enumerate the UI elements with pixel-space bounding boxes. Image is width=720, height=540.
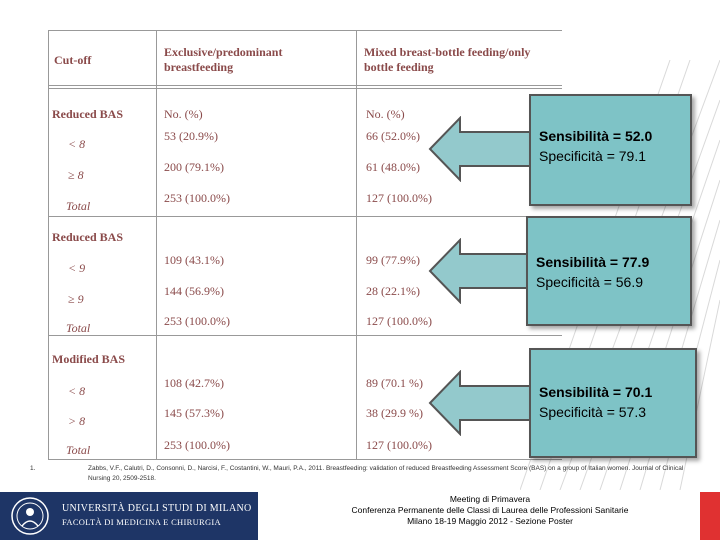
conference-date: Milano 18-19 Maggio 2012 - Sezione Poster (407, 516, 573, 526)
callout-box (529, 94, 692, 206)
row-label: < 8 (68, 137, 86, 151)
row-label: ≥ 9 (68, 292, 84, 306)
header-cutoff: Cut-off (54, 53, 92, 67)
header-mixed-line2: bottle feeding (364, 60, 434, 74)
cell-value: 108 (42.7%) (164, 376, 224, 390)
sensitivity-value: Sensibilità = 77.9 (536, 254, 650, 270)
sensitivity-value: Sensibilità = 70.1 (539, 384, 653, 400)
cell-value: 28 (22.1%) (366, 284, 420, 298)
cell-value: 144 (56.9%) (164, 284, 224, 298)
university-name: UNIVERSITÀ DEGLI STUDI DI MILANO (62, 503, 252, 514)
cell-value: 127 (100.0%) (366, 191, 432, 205)
cell-value: 89 (70.1 %) (366, 376, 423, 390)
arrow-left-icon (428, 370, 532, 436)
university-logo-banner (0, 492, 258, 540)
header-mixed-line1: Mixed breast-bottle feeding/only (364, 45, 531, 59)
cell-value: 109 (43.1%) (164, 253, 224, 267)
callout-box (529, 348, 697, 458)
row-label: Total (66, 443, 91, 457)
unit-label: No. (%) (164, 107, 203, 121)
cell-value: 127 (100.0%) (366, 314, 432, 328)
row-label: < 8 (68, 384, 86, 398)
cell-value: 99 (77.9%) (366, 253, 420, 267)
footnote-text: Zabbs, V.F., Calutri, D., Consonni, D., Narcisi, F., Costantini, W., Mauri, P.A., 2011. Breastfeeding: validation of reduced Breastfeeding Assessment Score (BAS) on a group of Italian women. Journal of Clinical Nursing 20, 2509-2518. (88, 465, 684, 482)
row-label: ≥ 8 (68, 168, 84, 182)
callout-box (526, 216, 692, 326)
footnote-number: 1. (30, 465, 36, 472)
section-title: Modified BAS (52, 352, 126, 366)
header-exclusive-line2: breastfeeding (164, 60, 234, 74)
cell-value: 66 (52.0%) (366, 129, 420, 143)
cell-value: 61 (48.0%) (366, 160, 420, 174)
section-title: Reduced BAS (52, 107, 124, 121)
section-title: Reduced BAS (52, 230, 124, 244)
unit-label: No. (%) (366, 107, 405, 121)
cell-value: 253 (100.0%) (164, 438, 230, 452)
reference-footnote (30, 464, 690, 484)
row-label: > 8 (68, 414, 86, 428)
arrow-left-icon (428, 238, 532, 304)
cell-value: 253 (100.0%) (164, 314, 230, 328)
sensitivity-value: Sensibilità = 52.0 (539, 128, 653, 144)
cell-value: 200 (79.1%) (164, 160, 224, 174)
accent-bar (700, 492, 720, 540)
specificity-value: Specificità = 57.3 (539, 404, 647, 420)
university-seal-icon (10, 496, 50, 536)
conference-info (300, 494, 680, 527)
specificity-value: Specificità = 56.9 (536, 274, 644, 290)
row-label: < 9 (68, 261, 86, 275)
cell-value: 53 (20.9%) (164, 129, 218, 143)
meeting-title: Meeting di Primavera (449, 494, 531, 504)
cell-value: 38 (29.9 %) (366, 406, 423, 420)
cell-value: 127 (100.0%) (366, 438, 432, 452)
header-exclusive-line1: Exclusive/predominant (164, 45, 283, 59)
row-label: Total (66, 321, 91, 335)
arrow-left-icon (428, 116, 532, 182)
conference-name: Conferenza Permanente delle Classi di Laurea delle Professioni Sanitarie (351, 505, 629, 515)
row-label: Total (66, 199, 91, 213)
cell-value: 145 (57.3%) (164, 406, 224, 420)
specificity-value: Specificità = 79.1 (539, 148, 647, 164)
faculty-name: FACOLTÀ DI MEDICINA E CHIRURGIA (62, 517, 221, 527)
cell-value: 253 (100.0%) (164, 191, 230, 205)
